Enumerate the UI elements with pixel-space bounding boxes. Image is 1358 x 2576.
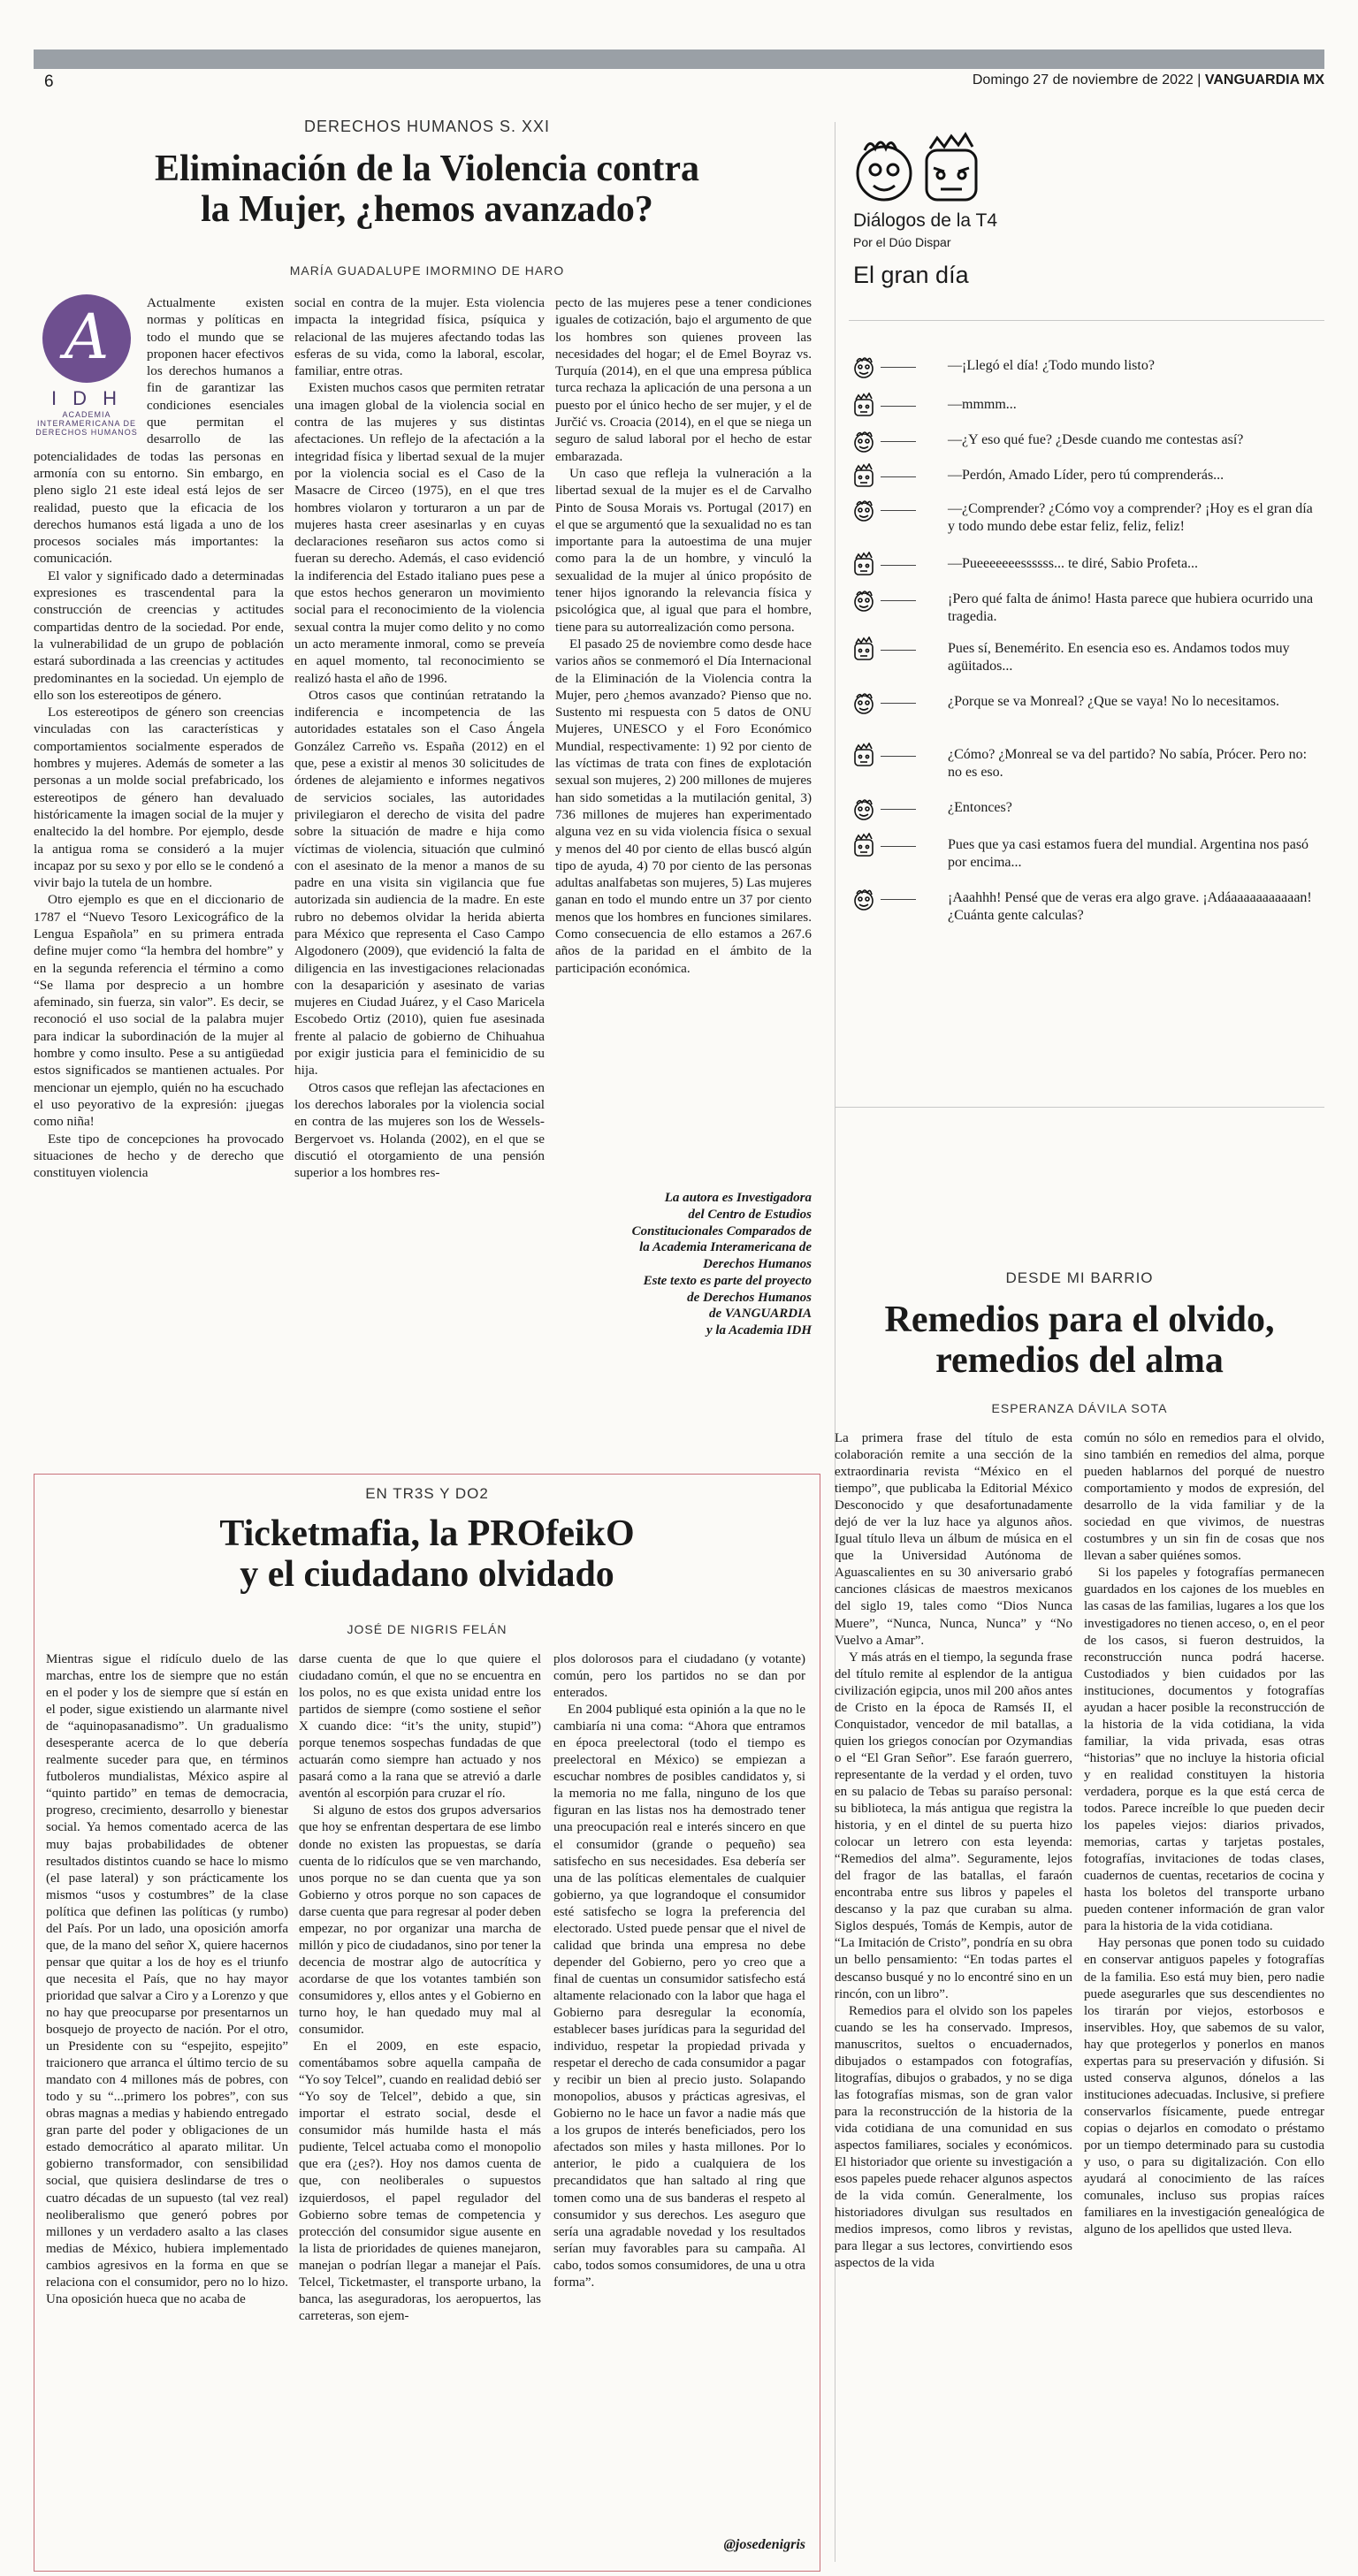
listener-face-icon — [851, 463, 877, 490]
paragraph: El pasado 25 de noviembre como desde hace varios años se conmemoró el Día Internacional de la Eliminación de la Violencia contra la Mujer, pero ¿hemos avanzado? Pienso que no. Sustento mi respuesta con 5 datos de ONU Mujeres, UNESCO y el Foro Económico Mundial, respectivamente: 1) 92 por ciento de las víctimas de trata con fines de explotación sexual son mujeres, 2) 200 millones de mujeres han sido sometidas a la mutilación genital, 3) 736 millones de mujeres han experimentado alguna vez en su vida violencia física o sexual y menos del 40 por ciento de ellas buscó algún tipo de ayuda, 4) 70 por ciento de las personas adultas analfabetas son mujeres, 5) Las mujeres ganan en todo el mundo entre un 37 por ciento menos que los hombres en funciones similares. Como consecuencia de ello estamos a 267.6 años de la paridad en el ámbito de la participación económica. — [555, 636, 812, 976]
article3-headline-line1: Ticketmafia, la PROfeikO — [219, 1513, 635, 1554]
listener-face-icon — [851, 552, 877, 578]
speaker-face-icon — [851, 428, 877, 454]
dialogue-dash — [881, 600, 916, 601]
dialogue-line: —¿Comprender? ¿Cómo voy a comprender? ¡Hoy es el gran día y todo mundo debe estar feliz, feliz, feliz! — [948, 501, 1313, 535]
speaker-face-icon — [851, 796, 877, 822]
article3-headline — [34, 1513, 820, 1595]
divider-comic-bottom — [835, 1107, 1324, 1108]
dateline-separator: | — [1197, 72, 1202, 88]
idh-logo-name: ACADEMIA INTERAMERICANA DE DERECHOS HUMANOS — [35, 409, 138, 437]
paragraph: Los estereotipos de género son creencias vinculadas con las características y comportamientos socialmente esperados de hombres y mujeres. Además de someter a las personas a un molde social prefabricado, los estereotipos de género han devaluado históricamente la imagen social de la mujer y enaltecido la del hombre. Por ejemplo, desde la antigua roma se consideró a la mujer incapaz por su sexo y por ello se le condenó a vivir bajo la tutela de un hombre. — [34, 705, 284, 891]
dialogue-dash — [881, 565, 916, 566]
note-line: del Centro de Estudios — [688, 1207, 812, 1222]
dialogue-dash — [881, 756, 916, 757]
article3-column-1 — [46, 1651, 288, 2308]
article1-byline: MARÍA GUADALUPE IMORMINO DE HARO — [289, 263, 565, 278]
listener-face-icon — [851, 743, 877, 769]
idh-logo-emblem: A — [42, 294, 131, 383]
paragraph: Hay personas que ponen todo su cuidado en conservar antiguos papeles y fotografías de la familia. Eso está muy bien, pero nadie puede asegurarles que sus descendientes no los tirarán por viejos, estorbosos e inservibles. Hoy, que sabemos de su valor, hay que protegerlos y ponerlos en manos expertas para su preservación y difusión. Si usted conserva algunos, dónelos a las instituciones adecuadas. Inclusive, si prefiere conservarlos físicamente, puede entregar copias o dejarlos en comodato o préstamo por un tiempo determinado para su custodia y uso, o para su digitalización. Con ello ayudará al conocimiento de las raíces comunales, incluso sus propias raíces familiares en la investigación genealógica de alguno de los apellidos que usted lleva. — [1084, 1936, 1324, 2237]
dialogue-line: ¿Porque se va Monreal? ¿Que se vaya! No lo necesitamos. — [948, 694, 1279, 709]
note-line: la Academia Interamericana de — [639, 1240, 812, 1255]
dialogue-line: —¡Llegó el día! ¿Todo mundo listo? — [948, 358, 1155, 373]
article1-section: DERECHOS HUMANOS S. XXI — [303, 118, 551, 135]
dialogue-dash — [881, 510, 916, 511]
paragraph: Actualmente existen normas y políticas en todo el mundo que se proponen hacer efectivos los derechos humanos a fin de garantizar las condiciones esenciales que permitan el desarrollo de las potencialidades de todas las personas en armonía con su entorno. Sin embargo, en pleno siglo 21 este ideal está lejos de ser realidad, puesto que la eficacia de los derechos humanos está ligada a uno de los procesos sociales más importantes: la comunicación. — [34, 295, 284, 567]
dialogue-dash — [881, 406, 916, 407]
article3-section: EN TR3S Y DO2 — [365, 1485, 489, 1502]
article3-column-2 — [299, 1651, 541, 2325]
author-note — [555, 1190, 812, 1339]
paragraph: plos dolorosos para el ciudadano (y votante) común, pero los partidos no se dan por enterados. — [553, 1652, 805, 1701]
divider-comic-header — [849, 320, 1324, 321]
dialogue-line: ¡Aaahhh! Pensé que de veras era algo grave. ¡Adáaaaaaaaaaaan! ¿Cuánta gente calculas? — [948, 890, 1312, 924]
note-line: de Derechos Humanos — [687, 1290, 812, 1305]
note-line: Este texto es parte del proyecto — [643, 1273, 812, 1288]
article3-byline: JOSÉ DE NIGRIS FELÁN — [347, 1622, 507, 1636]
paragraph: La primera frase del título de esta colaboración remite a una sección de la extraordinaria revista “México en el tiempo”, que publicaba la Editorial México Desconocido y que desafortunadamente dejó de ver la luz hace ya algunos años. Igual título lleva un álbum de música en el que la Universidad Autónoma de Aguascalientes en su 30 aniversario grabó canciones clásicas de maestros mexicanos del siglo 19, tales como “Dios Nunca Muere”, “Nunca, Nunca, Nunca” y “No Vuelvo a Amar”. — [835, 1431, 1072, 1648]
article1-headline-line2: la Mujer, ¿hemos avanzado? — [201, 189, 653, 231]
paragraph: darse cuenta de que lo que quiere el ciudadano común, el que no se encuentra en los polos, no es que exista unidad entre los partidos de siempre (como sostiene el señor X cuando dice: “it’s the unity, stupid”) porque tenemos sospechas fundadas de que actuarán como siempre han actuado y nos pasará como a la rana que se atrevió a darle aventón al escorpión para cruzar el río. — [299, 1652, 541, 1802]
idh-logo — [34, 294, 140, 438]
speaker-face-icon — [851, 690, 877, 716]
speaker-face-icon — [851, 354, 877, 380]
dialogue-line: ¿Cómo? ¿Monreal se va del partido? No sabía, Prócer. Pero no: no es eso. — [948, 747, 1308, 781]
paragraph: Otros casos que reflejan las afectaciones en los derechos laborales por la violencia social en contra de las mujeres son los de Wessels-Bergervoet vs. Holanda (2002), en el que se discutió el otorgamiento de una pensión superior a los hombres res- — [294, 1079, 545, 1181]
paragraph: Otro ejemplo es que en el diccionario de 1787 el “Nuevo Tesoro Lexicográfico de la Lengua Española” en su primera entrada define mujer como “la hembra del hombre” y en la segunda referencia el término a como “Se llama por desprecio a un hombre afeminado, sin fuerza, sin valor”. Es decir, se reconoció el uso social de la palabra mujer para indicar la subordinación de la mujer al hombre y como insulto. Pese a su antigüedad estos significados se mantienen actuales. Por mencionar un ejemplo, quién no ha escuchado el uso peyorativo de la expresión: ¡juegas como niña! — [34, 892, 284, 1130]
listener-face-icon — [851, 833, 877, 859]
article1-column-2 — [294, 294, 545, 1181]
note-line: La autora es Investigadora — [664, 1191, 812, 1205]
paper-name: VANGUARDIA MX — [1204, 72, 1324, 88]
dialogue-line: ¿Entonces? — [948, 800, 1012, 815]
dialogue-line: —Perdón, Amado Líder, pero tú comprenderás... — [948, 468, 1224, 483]
article2-column-2 — [1084, 1430, 1324, 2238]
dialogue-dash — [881, 846, 916, 847]
dialogue-line: Pues que ya casi estamos fuera del mundial. Argentina nos pasó por encima... — [948, 837, 1309, 871]
dialogue-line: —mmmm... — [948, 397, 1017, 412]
dialogue-dash — [881, 476, 916, 477]
dialogue-dash — [881, 703, 916, 704]
paragraph: Y más atrás en el tiempo, la segunda frase del título remite al esplendor de la antigua civilización egipcia, unos mil 200 años antes de Cristo en la época de Ramsés II, el Conquistador, vencedor de mil batallas, a quien los griegos conocían por Ozymandias o el “El Gran Señor”. Ese faraón guerrero, representante de la verdad y el orden, tuvo en su palacio de Tebas su paraíso personal: su biblioteca, la más antigua que registra la historia, y en el dintel de su puerta hizo colocar un letrero con esta leyenda: “Remedios del alma”. Seguramente, lejos del fragor de las batallas, el faraón encontraba entre sus libros y papeles el descanso y la paz que curaban su alma. Siglos después, Tomás de Kempis, autor de “La Imitación de Cristo”, pondría en su obra un bello pensamiento: “En todas partes el descanso busqué y no lo encontré sino en un rincón, con un libro”. — [835, 1650, 1072, 2001]
article2-section: DESDE MI BARRIO — [1005, 1269, 1154, 1286]
dateline — [973, 72, 1324, 88]
article3-column-3 — [553, 1651, 805, 2291]
dialogue-line: ¡Pero qué falta de ánimo! Hasta parece que hubiera ocurrido una tragedia. — [948, 591, 1314, 625]
paragraph: En 2004 publiqué esta opinión a la que no le cambiaría ni una coma: “Ahora que entramos en época preelectoral (todo el tiempo es preelectoral en México) se empiezan a escuchar nombres de posibles candidatos y, si la memoria no me falla, ninguno de los que figuran en las listas nos ha demostrado tener una preocupación real e interés sincero en que el consumidor (grande o pequeño) sea satisfecho en sus necesidades. Esa debería ser una de las políticas elementales de cualquier gobierno, ya que lograndoque el consumidor esté satisfecho se logra la preferencia del electorado. Usted puede pensar que el nivel de calidad que brinda una empresa no debe depender del Gobierno, pero yo creo que a final de cuentas un consumidor satisfecho está altamente relacionado con la labor que haga el Gobierno para desregular la economía, establecer bases jurídicas para la seguridad del individuo, respetar la propiedad privada y respetar el derecho de cada consumidor a pagar y recibir un bien al precio justo. Solapando monopolios, abusos y prácticas agresivas, el Gobierno no le hace un favor a nadie más que a los grupos de interés beneficiados, pero los afectados son miles y hasta millones. Por lo anterior, le pido a cualquiera de los precandidatos que han saltado al ring que tomen como una de sus banderas el respeto al consumidor y sus derechos. Les aseguro que sería una agradable novedad y los resultados serían muy favorables para su campaña. Al cabo, todos somos consumidores, de una u otra forma”. — [553, 1703, 805, 2290]
article2-headline-line2: remedios del alma — [935, 1340, 1224, 1382]
paragraph: Si los papeles y fotografías permanecen guardados en los cajones de los muebles en las casas de las familias, lugares a los que los investigadores no tienen acceso, o, en el peor de los casos, si fueron destruidos, la reconstrucción nunca podrá hacerse. Custodiados y bien cuidados por las instituciones, documentos y fotografías ayudan a hacer posible la reconstrucción de la historia de la vida cotidiana, la vida familiar, la vida privada, esas otras “historias” que no incluye la historia oficial y en realidad constituyen la historia verdadera, porque es la que está cerca de todos. Parece increíble lo que pueden decir los papeles viejos: diarios privados, memorias, cartas y tarjetas postales, fotografías, invitaciones de todas clases, cuadernos de cuentas, recetarios de cocina y hasta los boletos del transporte urbano pueden contener información de gran valor para la historia de la vida cotidiana. — [1084, 1566, 1324, 1934]
paragraph: En el 2009, en este espacio, comentábamos sobre aquella campaña de “Yo soy Telcel”, cuando en realidad debió ser “Yo soy de Telcel”, debido a que, sin importar el estrato social, desde el consumidor más humilde hasta el más pudiente, Telcel actuaba como el monopolio que era (¿es?). Hoy nos damos cuenta de que, con neoliberales o supuestos izquierdosos, el papel regulador del Gobierno sobre temas de competencia y protección del consumidor sigue ausente en la lista de prioridades de quienes manejaron, manejan o podrían llegar a manejar el País. Telcel, Ticketmaster, el transporte urbano, la banca, las aseguradoras, los aeropuertos, las carreteras, son ejem- — [299, 2039, 541, 2323]
article1-headline-line1: Eliminación de la Violencia contra — [155, 149, 699, 189]
note-line: Constitucionales Comparados de — [631, 1223, 812, 1238]
paragraph: social en contra de la mujer. Esta violencia impacta la integridad física, psíquica y relacional de las mujeres afectando todas las esferas de su vida, como la laboral, escolar, familiar, entre otras. — [294, 295, 545, 379]
dialogue-line: Pues sí, Benemérito. En esencia eso es. Andamos todos muy agüitados... — [948, 641, 1290, 674]
comic-title: Diálogos de la T4 — [853, 210, 998, 231]
dialogue-line: —Pueeeeeeessssss... te diré, Sabio Profeta... — [948, 556, 1199, 571]
speaker-face-icon — [851, 886, 877, 912]
page-number: 6 — [44, 72, 54, 91]
paragraph: Un caso que refleja la vulneración a la libertad sexual de la mujer es el de Carvalho Pinto de Sousa Morais vs. Portugal (2017) en el que se argumentó que la sexualidad no es tan importante para la autoestima de una mujer como para la de un hombre, y vinculó la sexualidad de la mujer al único propósito de tener hijos ignorando la relevancia física y psicológica que, al igual que para el hombre, tiene para su autorrealización como persona. — [555, 465, 812, 635]
speaker-face-icon — [851, 587, 877, 614]
note-line: de VANGUARDIA — [709, 1307, 812, 1322]
note-line: y la Academia IDH — [706, 1323, 812, 1338]
paragraph: Remedios para el olvido son los papeles cuando se les ha conservado. Impresos, manuscritos, sueltos o encuadernados, dibujados o estampados con fotografías, litografías, dibujos o grabados, y no se diga las fotografías mismas, son de gran valor para la reconstrucción de la historia de la vida cotidiana de una comunidad en sus aspectos familiares, sociales y económicos. El historiador que oriente su investigación a esos papeles puede rehacer algunos aspectos de la vida común. Generalmente, los historiadores divulgan sus resultados en medios impresos, como libros y revistas, para llegar a sus lectores, convirtiendo esos aspectos de la vida — [835, 2003, 1072, 2271]
paragraph: Mientras sigue el ridículo duelo de las marchas, entre los de siempre que no están en el poder y los de siempre que sí están en el poder, sigue existiendo un alarmante nivel de “aquinopasanadismo”. Un gradualismo desesperante acerca de lo que debería realmente suceder para que, en términos futboleros mundialistas, México aspire al “quinto partido” en temas de democracia, progreso, crecimiento, desarrollo y bienestar social. Ya hemos comentado acerca de las muy bajas probabilidades de obtener resultados distintos cuando se hace lo mismo (el pase lateral) y son prácticamente los mismos “usos y costumbres” de la clase política que definen las políticas (y rumbo) del País. Por un lado, una oposición amorfa que, de la mano del señor X, quiere hacernos pensar que quitar a los de hoy es el triunfo que necesita el País, que no hay mayor prioridad que salvar a Ciro y a Lorenzo y que no hay que preocuparse por presentarnos un bosquejo de proyecto de nación. Por el otro, un Presidente con su “espejito, espejito” traicionero que arranca el último tercio de su mandato con 4 millones más de pobres, con todo y su “...primero los pobres”, con sus obras magnas a medias y habiendo entregado gran parte del poder y obligaciones de un estado democrático al aparato militar. Un gobierno transformador, con sensibilidad social, que quisiera deslindarse de tres o cuatro décadas de un supuesto (tal vez real) neoliberalismo que generó pobres por millones y un verdadero asalto a las clases medias de México, hubiera implementado cambios agresivos en la forma en que se relaciona con el consumidor, pero no lo hizo. Una oposición hueca que no acaba de — [46, 1652, 288, 2306]
paragraph: común no sólo en remedios para el olvido, sino también en remedios del alma, porque pueden hablarnos del porqué de nuestro comportamiento y modos de expresión, del desarrollo de la vida familiar y de la sociedad en que vivimos, de nuestras costumbres y un sin fin de cosas que nos llevan a saber quiénes somos. — [1084, 1431, 1324, 1564]
article2-byline: ESPERANZA DÁVILA SOTA — [991, 1401, 1168, 1415]
listener-face-icon — [851, 392, 877, 419]
paragraph: Este tipo de concepciones ha provocado situaciones de hecho y de derecho que constituyen violencia — [34, 1131, 284, 1181]
paragraph: pecto de las mujeres pese a tener condiciones iguales de cotización, bajo el argumento de que los hombres son quienes proveen las necesidades del hogar; el de Emel Boyraz vs. Turquía (2014), en el que una empresa pública turca rechaza la aplicación de una persona a un puesto por el único hecho de ser mujer, y el de Jurčić vs. Croacia (2014), en el que se niega un seguro de salud laboral por el hecho de estar embarazada. — [555, 295, 812, 464]
dialogue-dash — [881, 809, 916, 810]
listener-face-icon — [851, 636, 877, 663]
article1-column-3 — [555, 294, 812, 977]
paragraph: Si alguno de estos dos grupos adversarios que hoy se enfrentan despertara de ese limbo donde no existen las propuestas, se daría cuenta de lo ridículos que se ven marchando, unos porque no se dan cuenta que ya son Gobierno y otros porque no son capaces de darse cuenta que para regresar al poder deben empezar, no por organizar una marcha de millón y pico de ciudadanos, sino por tener la decencia de mostrar algo de autocrítica y acordarse de que los votantes también son consumidores y, ellos antes y el Gobierno en turno hoy, le han quedado muy mal al consumidor. — [299, 1803, 541, 2038]
note-line: Derechos Humanos — [703, 1257, 812, 1271]
comic-episode-title: El gran día — [853, 262, 969, 288]
paragraph: Otros casos que continúan retratando la indiferencia e incompetencia de las autoridades estatales son el Caso Ángela González Carreño vs. España (2012) en el que, pese a existir al menos 30 solicitudes de órdenes de alejamiento e informes negativos de servicios sociales, las autoridades privilegiaron el derecho de visita del padre sobre la situación de madre e hija como víctimas de violencia, situación que culminó con el asesinato de la menor a manos de su padre en una visita sin vigilancia que fue autorizada sin audiencia de la madre. En este rubro no debemos olvidar la herida abierta para México que representa el Caso Campo Algodonero (2009), que evidenció la falta de diligencia en las investigaciones relacionadas con la desaparición y asesinato de varias mujeres en Ciudad Juárez, y el Caso Maricela Escobedo Ortiz (2010), quien fue asesinada frente al palacio de gobierno de Chihuahua por exigir justicia para el feminicidio de su hija. — [294, 687, 545, 1078]
paragraph: El valor y significado dado a determinadas expresiones es trascendental para la construcción de creencias y actitudes compartidas dentro de la sociedad. Por ende, la vulnerabilidad de un grupo de población estará subordinada a las creencias y actitudes predominantes en la sociedad. Un ejemplo de ello son los estereotipos de género. — [34, 568, 284, 703]
dialogue-dash — [881, 441, 916, 442]
article3-headline-line2: y el ciudadano olvidado — [240, 1554, 614, 1596]
speaker-face-icon — [851, 497, 877, 523]
top-color-bar — [34, 50, 1324, 69]
article1-column-1 — [34, 294, 284, 1181]
comic-subtitle: Por el Dúo Dispar — [853, 235, 951, 249]
issue-date: Domingo 27 de noviembre de 2022 — [972, 72, 1194, 88]
dialogue-dash — [881, 899, 916, 900]
comic-characters-icon — [849, 129, 990, 209]
article2-headline-line1: Remedios para el olvido, — [884, 1299, 1275, 1340]
paragraph: Existen muchos casos que permiten retratar una imagen global de la violencia social en contra de las mujeres y sus distintas afectaciones. Un reflejo de la afectación a la integridad física y libertad sexual de la mujer por la violencia social es el Caso de la Masacre de Circeo (1975), en el que tres hombres violaron y torturaron a un par de mujeres hasta creer asesinarlas y en cuyas declaraciones reseñaron sus actos como si fueran su derecho. Además, el caso evidenció la indiferencia del Estado italiano pues pese a que estos hechos generaron un movimiento social para el reconocimiento de la violencia sexual contra la mujer como delito y no como un acto meramente inmoral, como se preveía en aquel momento, tal reconocimiento se realizó hasta el año de 1996. — [294, 380, 545, 686]
article1-headline — [34, 149, 820, 230]
idh-logo-initials: I D H — [50, 387, 123, 409]
dialogue-dash — [881, 650, 916, 651]
dialogue-line: —¿Y eso qué fue? ¿Desde cuando me contestas así? — [948, 432, 1244, 447]
dialogue-dash — [881, 367, 916, 368]
article2-headline — [835, 1299, 1324, 1381]
article2-column-1 — [835, 1430, 1072, 2272]
author-handle: @josedenigris — [723, 2537, 805, 2552]
